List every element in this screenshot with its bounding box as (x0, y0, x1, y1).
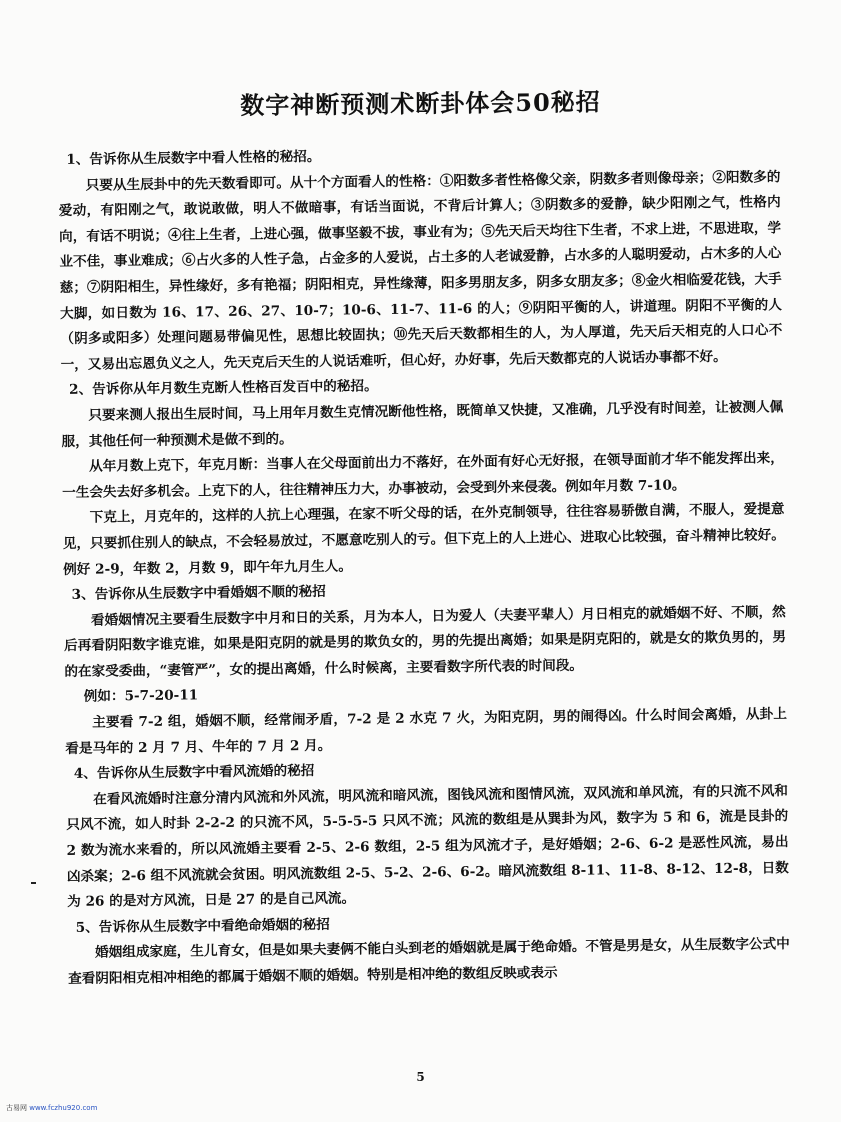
footer-url[interactable]: www.fczhu920.com (29, 1104, 98, 1112)
paragraph: 在看风流婚时注意分清内风流和外风流，明风流和暗风流，图钱风流和图情风流，双风流和单风流，有的只流不风和只风不流，如人时卦 2-2-2 的只流不风，5-5-5-5 只风不流；风流的数组是从巽卦为风，数字为 5 和 6，流是艮卦的 2 数为流水来看的，所以风流婚主要看 2-5、2-6 数组，2-5 组为风流才子，是好婚姻；2-6、6-2 是恶性风流，易出凶杀案；2-6 组不风流就会贫困。明风流数组 2-5、5-2、2-6、6-2。暗风流数组 8-11、11-8、8-12、12-8，日数为 26 的是对方风流，日是 27 的是自己风流。 (66, 782, 789, 911)
section-heading: 3、告诉你从生辰数字中看婚姻不顺的秘招 (71, 583, 326, 603)
page-number: 5 (416, 1070, 425, 1084)
paragraph: 看婚姻情况主要看生辰数字中月和日的关系，月为本人，日为爱人（夫妻平辈人）月日相克的就婚姻不好、不顺，然后再看阴阳数字谁克谁，如果是阳克阴的就是男的欺负女的，男的先提出离婚；如果是阴克阳的，就是女的欺负男的，男的在家受委曲，“妻管严”，女的提出离婚，什么时候离，主要看数字所代表的时间段。 (63, 603, 787, 680)
section-heading: 5、告诉你从生辰数字中看绝命婚姻的秘招 (75, 916, 330, 936)
margin-mark (31, 882, 36, 884)
footer-watermark (6, 1103, 97, 1113)
example-line: 例如：5-7-20-11 (83, 687, 199, 706)
paragraph: 婚姻组成家庭，生儿育女，但是如果夫妻俩不能白头到老的婚姻就是属于绝命婚。不管是男是女，从生辰数字公式中查看阴阳相克相冲相绝的都属于婚姻不顺的婚姻。特别是相冲绝的数组反映或表示 (68, 936, 790, 987)
paragraph: 主要看 7-2 组，婚姻不顺，经常闹矛盾，7-2 是 2 水克 7 火，为阳克阴，男的闹得凶。什么时间会离婚，从卦上看是马年的 2 月 7 月、牛年的 7 月 2 月。 (65, 706, 788, 757)
section-heading: 2、告诉你从年月数生克断人性格百发百中的秘招。 (69, 378, 378, 399)
section-heading: 4、告诉你从生辰数字中看风流婚的秘招 (73, 763, 315, 783)
paragraph: 只要从生辰卦中的先天数看即可。从十个方面看人的性格：①阳数多者性格像父亲，阴数多者则像母亲；②阳数多的爱动，有阳刚之气，敢说敢做，明人不做暗事，有话当面说，不背后计算人；③阴数多的爱静，缺少阳刚之气，性格内向，有话不明说；④往上生者，上进心强，做事坚毅不拔，事业有为；⑤先天后天均往下生者，不求上进，不思进取，学业不佳，事业难成；⑥占火多的人性子急，占金多的人爱说，占土多的人老诚爱静，占水多的人聪明爱动，占木多的人心慈；⑦阴阳相生，异性缘好，多有艳福；阴阳相克，异性缘薄，阳多男朋友多，阴多女朋友多；⑧金火相临爱花钱，大手大脚，如日数为 16、17、26、27、10-7；10-6、11-7、11-6 的人；⑨阴阳平衡的人，讲道理。阴阳不平衡的人（阴多或阳多）处理问题易带偏见性，思想比较固执；⑩先天后天数都相生的人，为人厚道，先天后天相克的人口心不一，又易出忘恩负义之人，先天克后天生的人说话难听，但心好，办好事，先后天数都克的人说话办事都不好。 (58, 168, 783, 373)
document-body (58, 139, 790, 992)
paragraph: 只要来测人报出生辰时间，马上用年月数生克情况断他性格，既简单又快捷，又准确，几乎没有时间差，让被测人佩服，其他任何一种预测术是做不到的。 (61, 399, 784, 450)
section-heading: 1、告诉你从生辰数字中看人性格的秘招。 (66, 148, 321, 168)
paragraph: 从年月数上克下，年克月断：当事人在父母面前出力不落好，在外面有好心无好报，在领导面前才华不能发挥出来，一生会失去好多机会。上克下的人，往往精神压力大，办事被动，会受到外来侵袭。例如年月数 7-10。 (62, 450, 784, 501)
footer-site-name: 古易网 (6, 1104, 27, 1112)
paragraph: 下克上，月克年的，这样的人抗上心理强，在家不听父母的话，在外克制领导，往往容易骄傲自满，不服人，爱提意见，只要抓住别人的缺点，不会轻易放过，不愿意吃别人的亏。但下克上的人上进心、进取心比较强，奋斗精神比较好。例好 2-9，年数 2，月数 9，即午年九月生人。 (62, 501, 785, 578)
page-title: 数字神断预测术断卦体会50秘招 (240, 87, 601, 120)
